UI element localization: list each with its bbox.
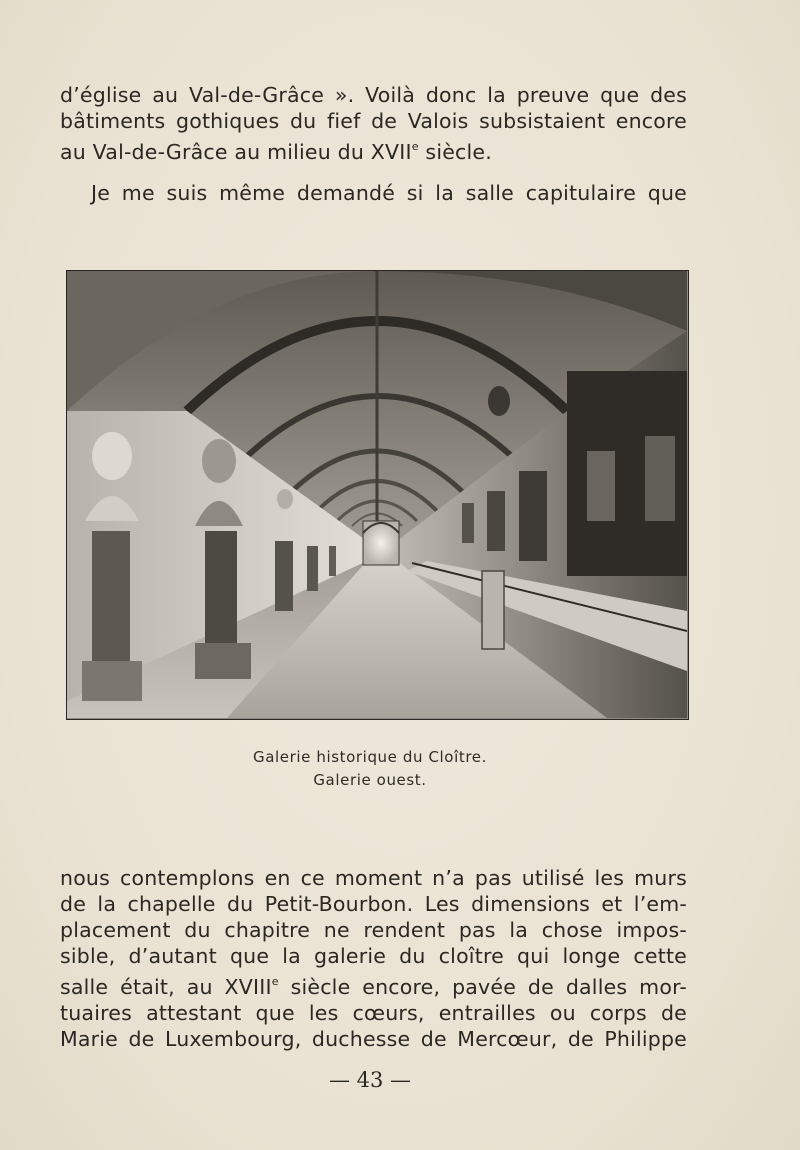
text-line: de la chapelle du Petit-Bourbon. Les dimensions et l’em- [60,892,687,916]
superscript: e [271,975,279,988]
text-line: Marie de Luxembourg, duchesse de Mercœur, de Philippe [60,1027,687,1051]
text-fragment: siècle. [418,140,492,164]
paragraph-1 [60,82,687,165]
text-fragment: au Val-de-Grâce au milieu du XVII [60,140,412,164]
cloister-gallery-photograph [66,270,689,720]
text-fragment: salle était, au XVIII [60,975,272,999]
paragraph-3 [60,865,687,1052]
text-line: sible, d’autant que la galerie du cloître qui longe cette [60,944,687,968]
text-line: d’église au Val-de-Grâce ». Voilà donc la preuve que des [60,83,687,107]
paragraph-2 [60,180,687,206]
text-line: Je me suis même demandé si la salle capitulaire que [91,181,687,205]
page-number: — 43 — [328,1068,412,1092]
text-line: bâtiments gothiques du fief de Valois subsistaient encore [60,109,687,133]
text-line [60,969,687,1000]
text-fragment: siècle encore, pavée de dalles mor- [278,975,688,999]
photograph-illustration [67,271,687,718]
superscript: e [411,140,419,153]
figure-caption-line-1: Galerie historique du Cloître. [253,748,487,766]
text-line: nous contemplons en ce moment n’a pas utilisé les murs [60,866,687,890]
text-line: tuaires attestant que les cœurs, entrailles ou corps de [60,1001,687,1025]
text-line: placement du chapitre ne rendent pas la chose impos- [60,918,687,942]
figure-caption-line-2: Galerie ouest. [313,771,427,789]
text-line [60,134,687,165]
